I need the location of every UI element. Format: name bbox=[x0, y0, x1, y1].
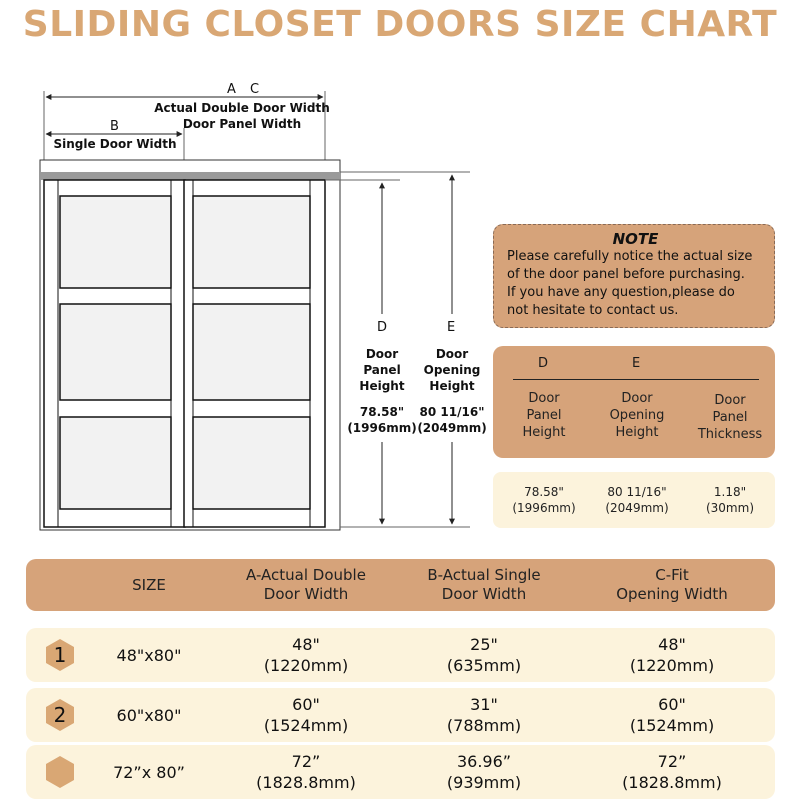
spec-divider bbox=[513, 379, 759, 380]
note-line: If you have any question,please do bbox=[507, 285, 735, 300]
table-row bbox=[26, 688, 775, 742]
e-label-line-3: Height bbox=[429, 379, 475, 393]
cell-c: 72” (1828.8mm) bbox=[622, 752, 722, 792]
spec-value-thickness: 1.18" (30mm) bbox=[705, 485, 754, 515]
header-c: C-Fit Opening Width bbox=[616, 566, 728, 603]
row-number-badge bbox=[44, 755, 76, 789]
spec-letter-d: D bbox=[538, 356, 549, 371]
svg-text:1: 1 bbox=[53, 643, 67, 667]
note-line: of the door panel before purchasing. bbox=[507, 267, 745, 282]
row-number-badge bbox=[44, 638, 76, 672]
dim-b-label: Single Door Width bbox=[53, 137, 177, 151]
size-table-header bbox=[26, 559, 775, 611]
d-label-line-2: Panel bbox=[363, 363, 401, 377]
spec-col-door-opening-height: Door Opening Height bbox=[609, 391, 665, 440]
row-number-badge bbox=[44, 698, 76, 732]
d-label-line-1: Door bbox=[365, 347, 399, 361]
cell-a: 48" (1220mm) bbox=[263, 635, 349, 675]
cell-c: 60" (1524mm) bbox=[629, 695, 715, 735]
spec-letter-e: E bbox=[632, 356, 641, 371]
cell-b: 31" (788mm) bbox=[446, 695, 522, 735]
right-door-panel bbox=[184, 180, 325, 527]
page-title: SLIDING CLOSET DOORS SIZE CHART bbox=[22, 4, 778, 45]
table-row bbox=[26, 745, 775, 799]
spec-col-door-panel-height: Door Panel Height bbox=[522, 391, 566, 440]
cell-b: 25" (635mm) bbox=[446, 635, 522, 675]
note-title: NOTE bbox=[612, 230, 659, 248]
dim-a-label: Actual Double Door Width bbox=[154, 101, 330, 115]
label-c: C bbox=[250, 82, 260, 97]
e-label-line-1: Door bbox=[435, 347, 469, 361]
label-a: A bbox=[227, 82, 236, 97]
note-box bbox=[493, 224, 775, 328]
d-label-line-3: Height bbox=[359, 379, 405, 393]
note-body bbox=[507, 248, 764, 320]
note-line: not hesitate to contact us. bbox=[507, 303, 679, 318]
header-b: B-Actual Single Door Width bbox=[427, 566, 541, 603]
door-track bbox=[40, 172, 340, 180]
door-diagram bbox=[0, 70, 490, 540]
d-value-mm: (1996mm) bbox=[347, 421, 417, 435]
spec-table-values bbox=[493, 472, 775, 528]
e-value-mm: (2049mm) bbox=[417, 421, 487, 435]
header-a: A-Actual Double Door Width bbox=[246, 566, 366, 603]
cell-size: 72”x 80” bbox=[113, 762, 185, 782]
cell-size: 48"x80" bbox=[116, 645, 182, 665]
label-b: B bbox=[110, 119, 119, 134]
note-line: Please carefully notice the actual size bbox=[507, 249, 753, 264]
header-size: SIZE bbox=[132, 575, 166, 594]
cell-size: 60"x80" bbox=[116, 705, 182, 725]
svg-text:2: 2 bbox=[53, 703, 67, 727]
spec-value-panel-height: 78.58" (1996mm) bbox=[512, 485, 576, 515]
spec-table-header bbox=[493, 346, 775, 458]
spec-value-opening-height: 80 11/16" (2049mm) bbox=[605, 485, 669, 515]
label-e: E bbox=[447, 320, 456, 335]
spec-col-door-panel-thickness: Door Panel Thickness bbox=[697, 393, 763, 442]
cell-a: 72” (1828.8mm) bbox=[256, 752, 356, 792]
table-row bbox=[26, 628, 775, 682]
cell-a: 60" (1524mm) bbox=[263, 695, 349, 735]
d-value-inch: 78.58" bbox=[359, 405, 405, 419]
dim-c-label: Door Panel Width bbox=[182, 117, 302, 131]
e-label-line-2: Opening bbox=[423, 363, 481, 377]
label-d: D bbox=[377, 320, 388, 335]
cell-b: 36.96” (939mm) bbox=[446, 752, 522, 792]
left-door-panel bbox=[44, 180, 185, 527]
cell-c: 48" (1220mm) bbox=[629, 635, 715, 675]
e-value-inch: 80 11/16" bbox=[419, 405, 485, 419]
